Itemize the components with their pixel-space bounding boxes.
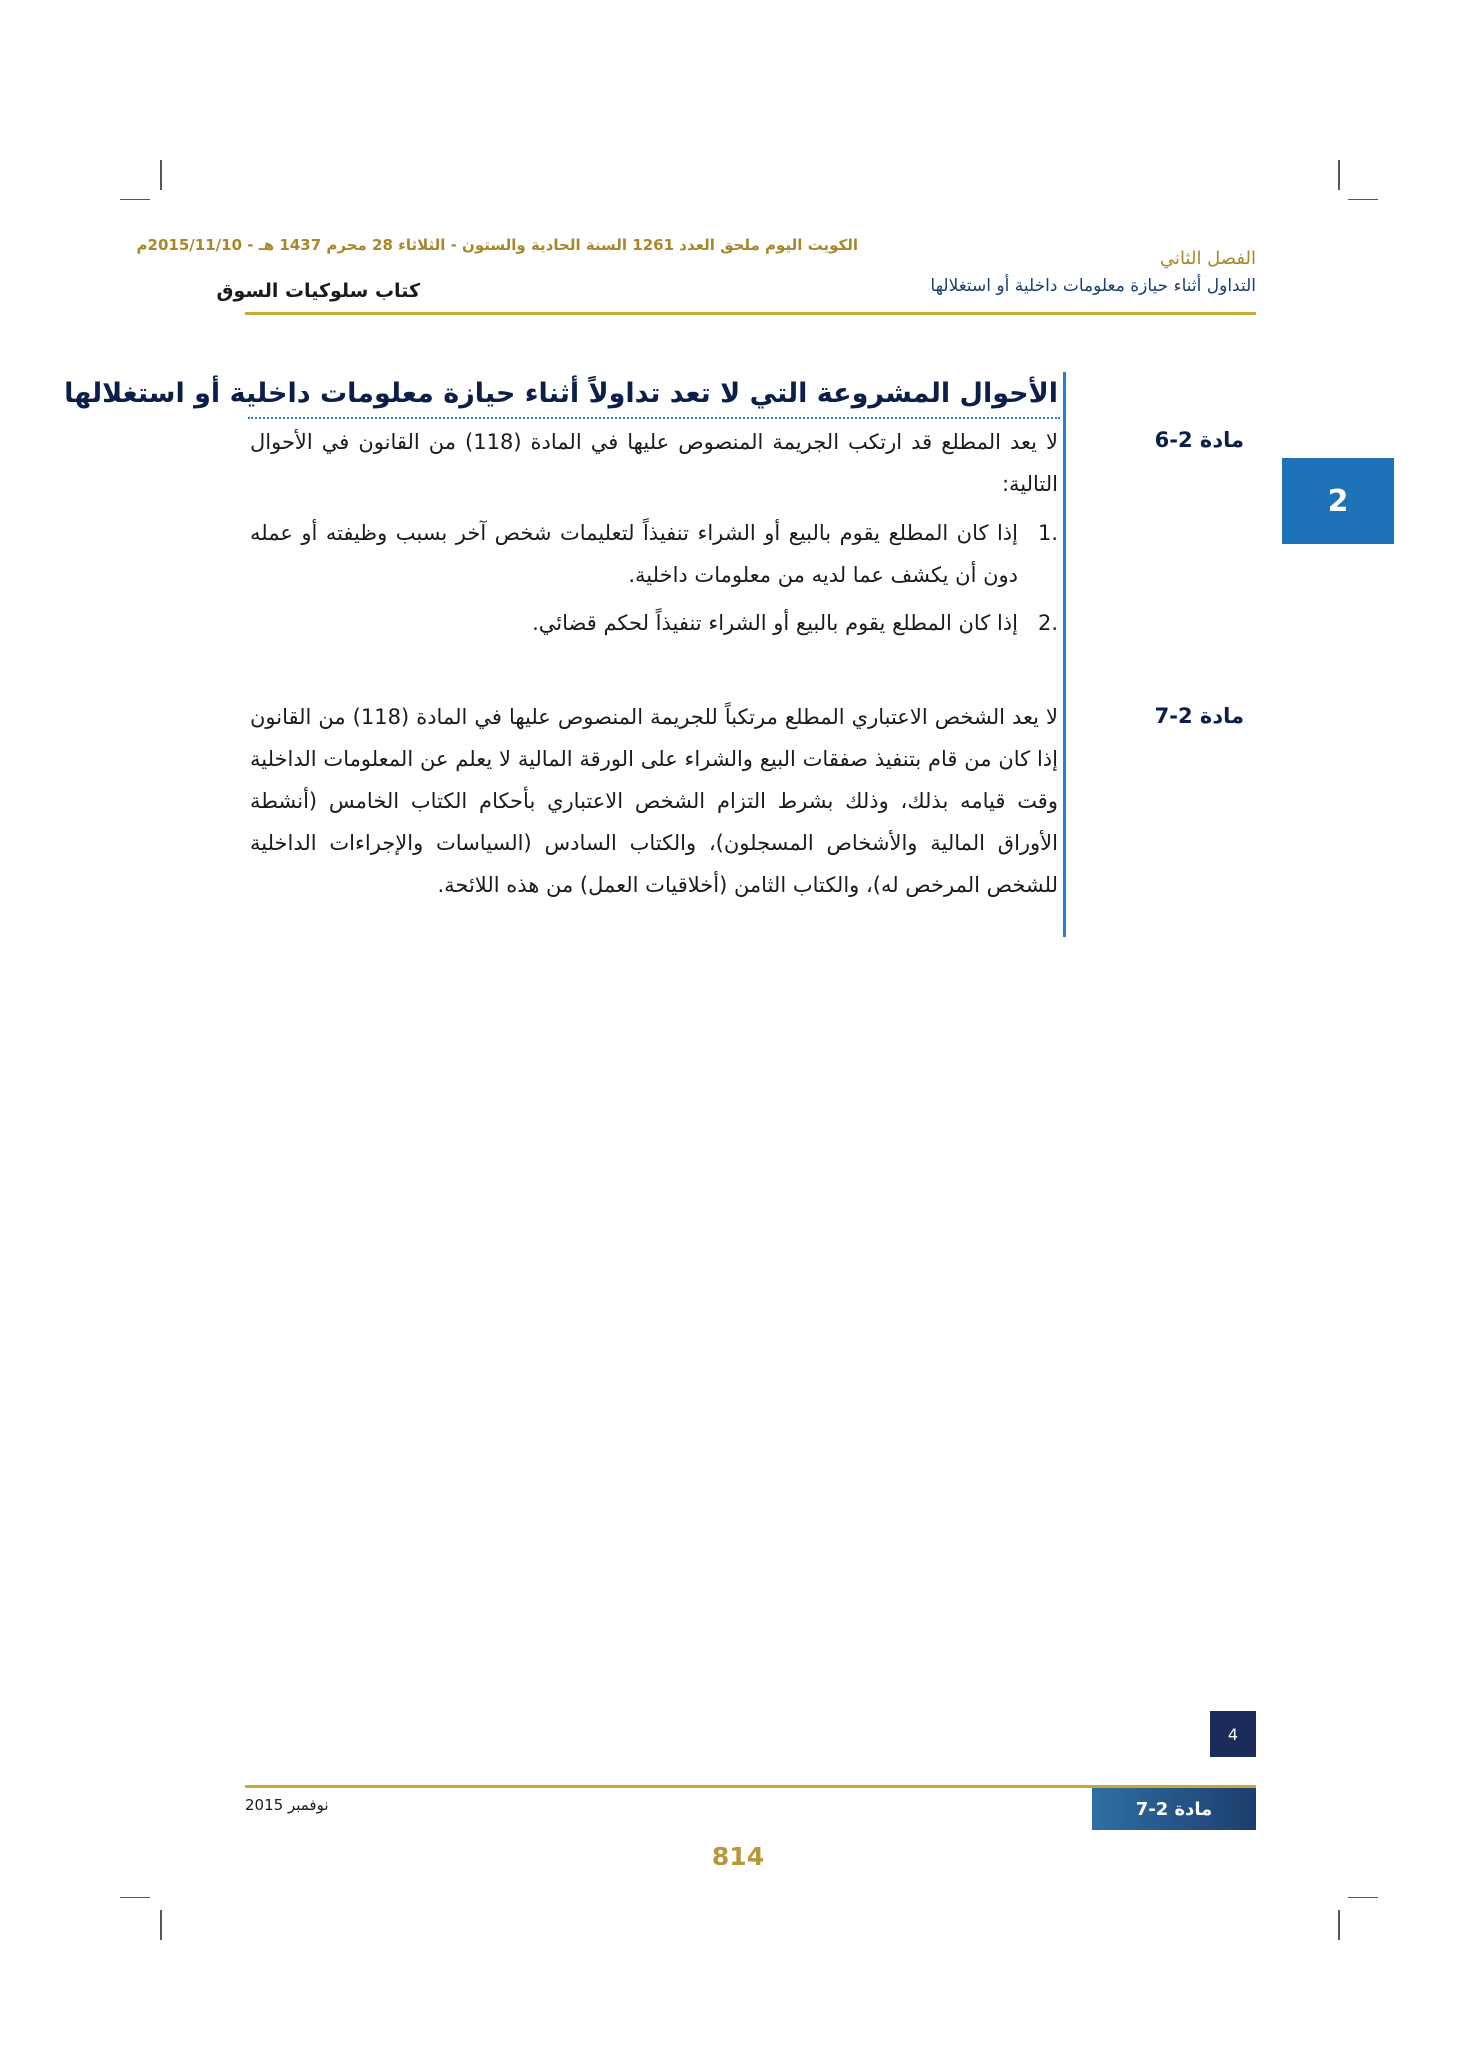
book-title: كتاب سلوكيات السوق (216, 280, 420, 302)
crop-mark (120, 1897, 150, 1898)
list-item (250, 512, 1058, 596)
article-item-list (250, 512, 1058, 650)
chapter-side-tab: 2 (1282, 458, 1394, 544)
article-label: مادة 2-7 (1154, 704, 1244, 728)
header-rule (245, 312, 1256, 315)
heading-dotted-rule (248, 417, 1060, 419)
crop-mark (160, 1910, 162, 1940)
crop-mark (1348, 1897, 1378, 1898)
content-side-bar (1063, 372, 1066, 937)
crop-mark (1338, 1910, 1340, 1940)
gazette-line: الكويت اليوم ملحق العدد 1261 السنة الحادية والستون - الثلاثاء 28 محرم 1437 هـ - 2015/11/10م (136, 236, 858, 254)
chapter-title: الفصل الثاني (1160, 248, 1256, 269)
footer-article-tab: مادة 2-7 (1092, 1788, 1256, 1830)
list-item (250, 602, 1058, 644)
article-intro: لا يعد المطلع قد ارتكب الجريمة المنصوص عليها في المادة (118) من القانون في الأحوال التالية: (250, 430, 1058, 496)
footer-date: نوفمبر 2015 (245, 1796, 329, 1814)
page-number: 814 (711, 1842, 765, 1871)
article-label: مادة 2-6 (1154, 428, 1244, 452)
crop-mark (160, 160, 162, 190)
crop-mark (1348, 199, 1378, 200)
list-item-text: إذا كان المطلع يقوم بالبيع أو الشراء تنفيذاً لتعليمات شخص آخر بسبب وظيفته أو عمله دون أن يكشف عما لديه من معلومات داخلية. (250, 521, 1018, 587)
section-heading: الأحوال المشروعة التي لا تعد تداولاً أثناء حيازة معلومات داخلية أو استغلالها (64, 378, 1058, 409)
crop-mark (1338, 160, 1340, 190)
article-body: لا يعد الشخص الاعتباري المطلع مرتكباً للجريمة المنصوص عليها في المادة (118) من القانون إذا كان من قام بتنفيذ صفقات البيع والشراء على الورقة المالية لا يعلم عن المعلومات الداخلية وقت قيامه بذلك، وذلك بشرط التزام الشخص الاعتباري بأحكام الكتاب الخامس (أنشطة الأوراق المالية والأشخاص المسجلون)، والكتاب السادس (السياسات والإجراءات الداخلية للشخص المرخص له)، والكتاب الثامن (أخلاقيات العمل) من هذه اللائحة. (250, 705, 1058, 897)
page-index-box: 4 (1210, 1711, 1256, 1757)
list-item-text: إذا كان المطلع يقوم بالبيع أو الشراء تنفيذاً لحكم قضائي. (532, 611, 1018, 635)
chapter-subtitle: التداول أثناء حيازة معلومات داخلية أو استغلالها (930, 276, 1256, 296)
crop-mark (120, 199, 150, 200)
list-item-number: .1 (1037, 521, 1058, 545)
list-item-number: .2 (1037, 611, 1058, 635)
